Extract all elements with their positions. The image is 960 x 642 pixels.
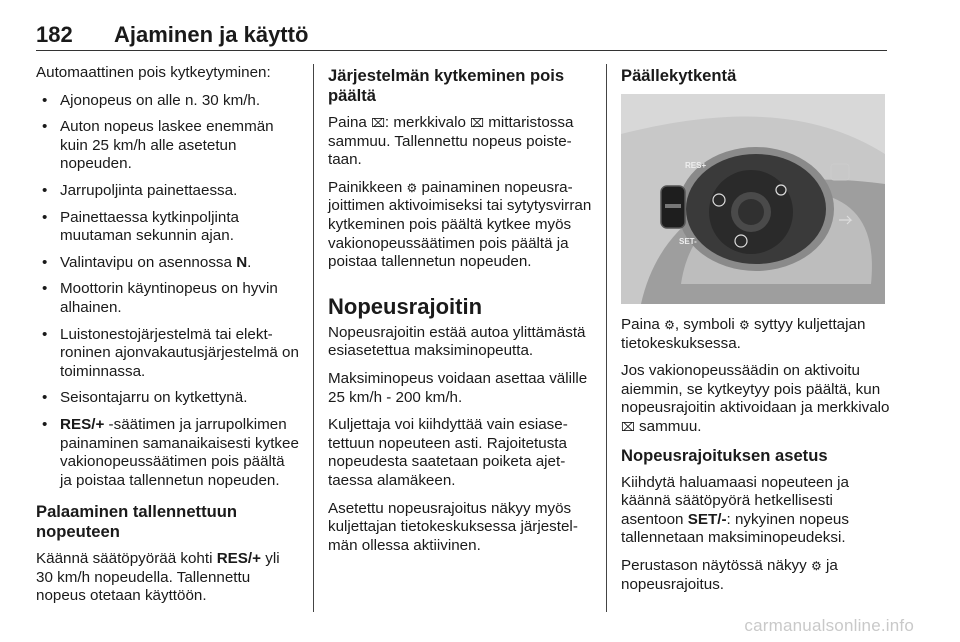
section-heading-activation: Päällekytkentä xyxy=(621,66,737,85)
limiter-para-4: Asetettu nopeusrajoitus näkyy myös kuljettajan tietokeskuksessa järjestelmän ollessa aktiivinen. xyxy=(328,499,578,554)
text: mittaristossa sammuu. Tallennettu nopeus poistetaan. xyxy=(328,114,574,169)
chapter-title: Ajaminen ja käyttö xyxy=(114,22,309,47)
section-heading-switch-off: Järjestelmän kytkeminen pois päältä xyxy=(328,66,565,105)
switch-off-paragraph xyxy=(328,114,594,170)
cruise-control-icon: ⌧ xyxy=(470,116,484,130)
watermark: carmanualsonline.info xyxy=(744,616,914,635)
text: , symboli xyxy=(674,316,739,333)
cruise-control-icon: ⌧ xyxy=(621,419,635,434)
cruise-control-icon: ⌧ xyxy=(371,116,385,130)
list-item xyxy=(36,416,300,490)
section-heading-resume: Palaaminen tallennettuun nopeuteen xyxy=(36,502,238,542)
limit-setting-paragraph xyxy=(621,474,891,548)
list-item: • Painettaessa kytkinpoljinta muutaman sekunnin ajan. xyxy=(36,209,300,246)
auto-off-list xyxy=(36,92,300,491)
column-divider-1 xyxy=(313,64,314,612)
text: Kiihdytä haluamaasi nopeuteen ja käännä säätöpyörä hetkellisesti asentoon xyxy=(621,473,849,528)
list-item: • Seisontajarru on kytkettynä. xyxy=(36,389,300,408)
column-1 xyxy=(36,64,300,615)
speed-limiter-icon: ⚙ xyxy=(406,180,418,195)
text: : merkkivalo xyxy=(384,114,471,131)
text: Painikkeen xyxy=(328,178,407,196)
resume-paragraph xyxy=(36,550,300,606)
page-header xyxy=(36,22,886,52)
list-item-text: . xyxy=(247,253,252,271)
main-heading-speed-limiter: Nopeusrajoitin xyxy=(328,293,483,319)
list-item: • Moottorin käyntinopeus on hyvin alhainen. xyxy=(36,280,300,317)
list-item: • Luistonestojärjestelmä tai elektroninen ajonvakautusjärjestelmä on toiminnassa. xyxy=(36,326,300,382)
res-label: RES/+ xyxy=(216,550,262,568)
text: sammuu. xyxy=(634,417,702,435)
limiter-button-paragraph xyxy=(328,179,594,272)
list-item: • Ajonopeus on alle n. 30 km/h. xyxy=(36,92,300,111)
limiter-para-3: Kuljettaja voi kiihdyttää vain esiasetettuun nopeuteen asti. Rajoitetusta nopeudesta saatetaan poiketa ajettaessa alamäkeen. xyxy=(328,416,568,489)
res-label: RES/+ xyxy=(60,415,105,433)
text: ja nopeusrajoitus. xyxy=(621,556,838,593)
list-item: • Auton nopeus laskee enemmän kuin 25 km/h alle asetetun nopeuden. xyxy=(36,118,300,174)
text: : nykyinen nopeus tallennetaan maksiminopeudeksi. xyxy=(621,510,849,547)
activation-paragraph xyxy=(621,316,891,353)
column-3 xyxy=(621,64,891,603)
res-wheel-label: RES+ xyxy=(685,161,707,170)
set-wheel-label: SET- xyxy=(679,237,697,246)
steering-wheel-illustration xyxy=(621,94,885,304)
header-divider xyxy=(36,50,887,51)
column-2 xyxy=(328,64,594,564)
text: painaminen nopeusrajoittimen aktivoimiseksi tai sytytysvirran kytkeminen pois päältä kytkee myös vakionopeussäätimen pois päältä ja poistaa tallennetun nopeuden. xyxy=(328,178,592,271)
section-heading-limit-setting: Nopeusrajoituksen asetus xyxy=(621,445,828,465)
list-item xyxy=(36,254,300,273)
column-divider-2 xyxy=(606,64,607,612)
limiter-para-2: Maksiminopeus voidaan asettaa välille 25 km/h - 200 km/h. xyxy=(328,369,588,406)
list-item-text: -säätimen ja jarrupolkimen painaminen samanaikaisesti kytkee vakionopeussäätimen pois päältä ja poistaa tallennetun nopeuden. xyxy=(60,415,299,489)
list-item-text: Valintavipu on asennossa xyxy=(60,253,237,271)
display-paragraph xyxy=(621,557,891,594)
text: Perustason näytössä näkyy xyxy=(621,556,811,574)
text: syttyy kuljettajan tietokeskuksessa. xyxy=(621,316,866,352)
text: Paina xyxy=(621,316,665,333)
speed-limiter-icon: ⚙ xyxy=(738,318,750,332)
auto-off-intro: Automaattinen pois kytkeytyminen: xyxy=(36,64,271,81)
gear-n-label: N xyxy=(236,253,248,271)
text: Paina xyxy=(328,114,372,131)
page-number: 182 xyxy=(36,22,73,47)
cruise-disable-paragraph xyxy=(621,362,891,436)
text: yli 30 km/h nopeudella. Tallennettu nopeus otetaan käyttöön. xyxy=(36,550,280,605)
text: Jos vakionopeussäädin on aktivoitu aiemmin, se kytkeytyy pois päältä, kun nopeusrajoitin aktivoidaan ja merkkivalo xyxy=(621,362,890,417)
text: Käännä säätöpyörää kohti xyxy=(36,550,217,568)
speed-limiter-icon: ⚙ xyxy=(664,318,675,332)
set-label: SET/- xyxy=(687,510,727,528)
speed-limiter-icon: ⚙ xyxy=(810,558,822,573)
list-item: • Jarrupoljinta painettaessa. xyxy=(36,182,300,201)
limiter-para-1: Nopeusrajoitin estää autoa ylittämästä esiasetettua maksiminopeutta. xyxy=(328,323,586,360)
